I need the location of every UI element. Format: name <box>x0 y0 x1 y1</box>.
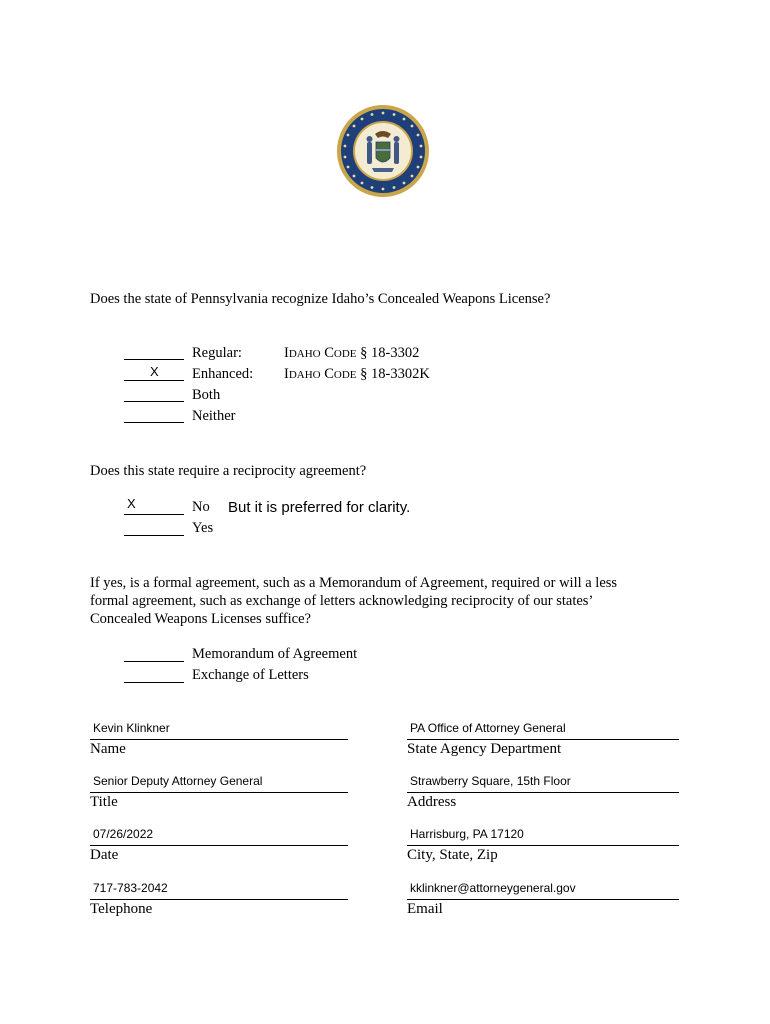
address-label: Address <box>407 794 457 810</box>
q1-enhanced-label: Enhanced: <box>192 366 254 382</box>
city-line <box>407 845 679 846</box>
q1-both-label: Both <box>192 387 221 403</box>
q1-enhanced-blank[interactable] <box>124 380 184 381</box>
q3-letters-blank[interactable] <box>124 682 184 683</box>
q2-no-mark: X <box>127 496 136 511</box>
q2-no-label: No <box>192 499 210 515</box>
telephone-line <box>90 899 348 900</box>
city-label: City, State, Zip <box>407 847 498 863</box>
city-value[interactable]: Harrisburg, PA 17120 <box>410 827 524 841</box>
q2-no-note: But it is preferred for clarity. <box>228 499 411 516</box>
email-value[interactable]: kklinkner@attorneygeneral.gov <box>410 881 576 895</box>
email-label: Email <box>407 901 443 917</box>
state-seal <box>336 104 430 198</box>
question-3-line-2: formal agreement, such as exchange of letters acknowledging reciprocity of our states’ <box>90 593 594 609</box>
name-value[interactable]: Kevin Klinkner <box>93 721 170 735</box>
q1-regular-label: Regular: <box>192 345 242 361</box>
date-label: Date <box>90 847 119 863</box>
q3-moa-blank[interactable] <box>124 661 184 662</box>
state-seal-image <box>336 104 430 198</box>
agency-label: State Agency Department <box>407 741 562 757</box>
q1-regular-blank[interactable] <box>124 359 184 360</box>
q1-neither-label: Neither <box>192 408 236 424</box>
name-line <box>90 739 348 740</box>
title-label: Title <box>90 794 118 810</box>
telephone-value[interactable]: 717-783-2042 <box>93 881 168 895</box>
q1-both-blank[interactable] <box>124 401 184 402</box>
q2-yes-blank[interactable] <box>124 535 184 536</box>
question-3-line-3: Concealed Weapons Licenses suffice? <box>90 611 311 627</box>
title-value[interactable]: Senior Deputy Attorney General <box>93 774 263 788</box>
email-line <box>407 899 679 900</box>
question-3-line-1: If yes, is a formal agreement, such as a Memorandum of Agreement, required or will a less <box>90 575 618 591</box>
name-label: Name <box>90 741 126 757</box>
agency-line <box>407 739 679 740</box>
question-1-text: Does the state of Pennsylvania recognize Idaho’s Concealed Weapons License? <box>90 291 551 307</box>
date-value[interactable]: 07/26/2022 <box>93 827 154 841</box>
q2-yes-label: Yes <box>192 520 214 536</box>
q1-enhanced-code: IDAHO CODE § 18-3302K <box>284 366 430 382</box>
title-line <box>90 792 348 793</box>
agency-value[interactable]: PA Office of Attorney General <box>410 721 566 735</box>
q1-neither-blank[interactable] <box>124 422 184 423</box>
telephone-label: Telephone <box>90 901 153 917</box>
address-line <box>407 792 679 793</box>
q3-moa-label: Memorandum of Agreement <box>192 646 358 662</box>
address-value[interactable]: Strawberry Square, 15th Floor <box>410 774 571 788</box>
q3-letters-label: Exchange of Letters <box>192 667 309 683</box>
q1-enhanced-mark: X <box>150 364 159 379</box>
question-2-text: Does this state require a reciprocity agreement? <box>90 463 367 479</box>
q2-no-blank[interactable] <box>124 514 184 515</box>
q1-regular-code: IDAHO CODE § 18-3302 <box>284 345 420 361</box>
date-line <box>90 845 348 846</box>
